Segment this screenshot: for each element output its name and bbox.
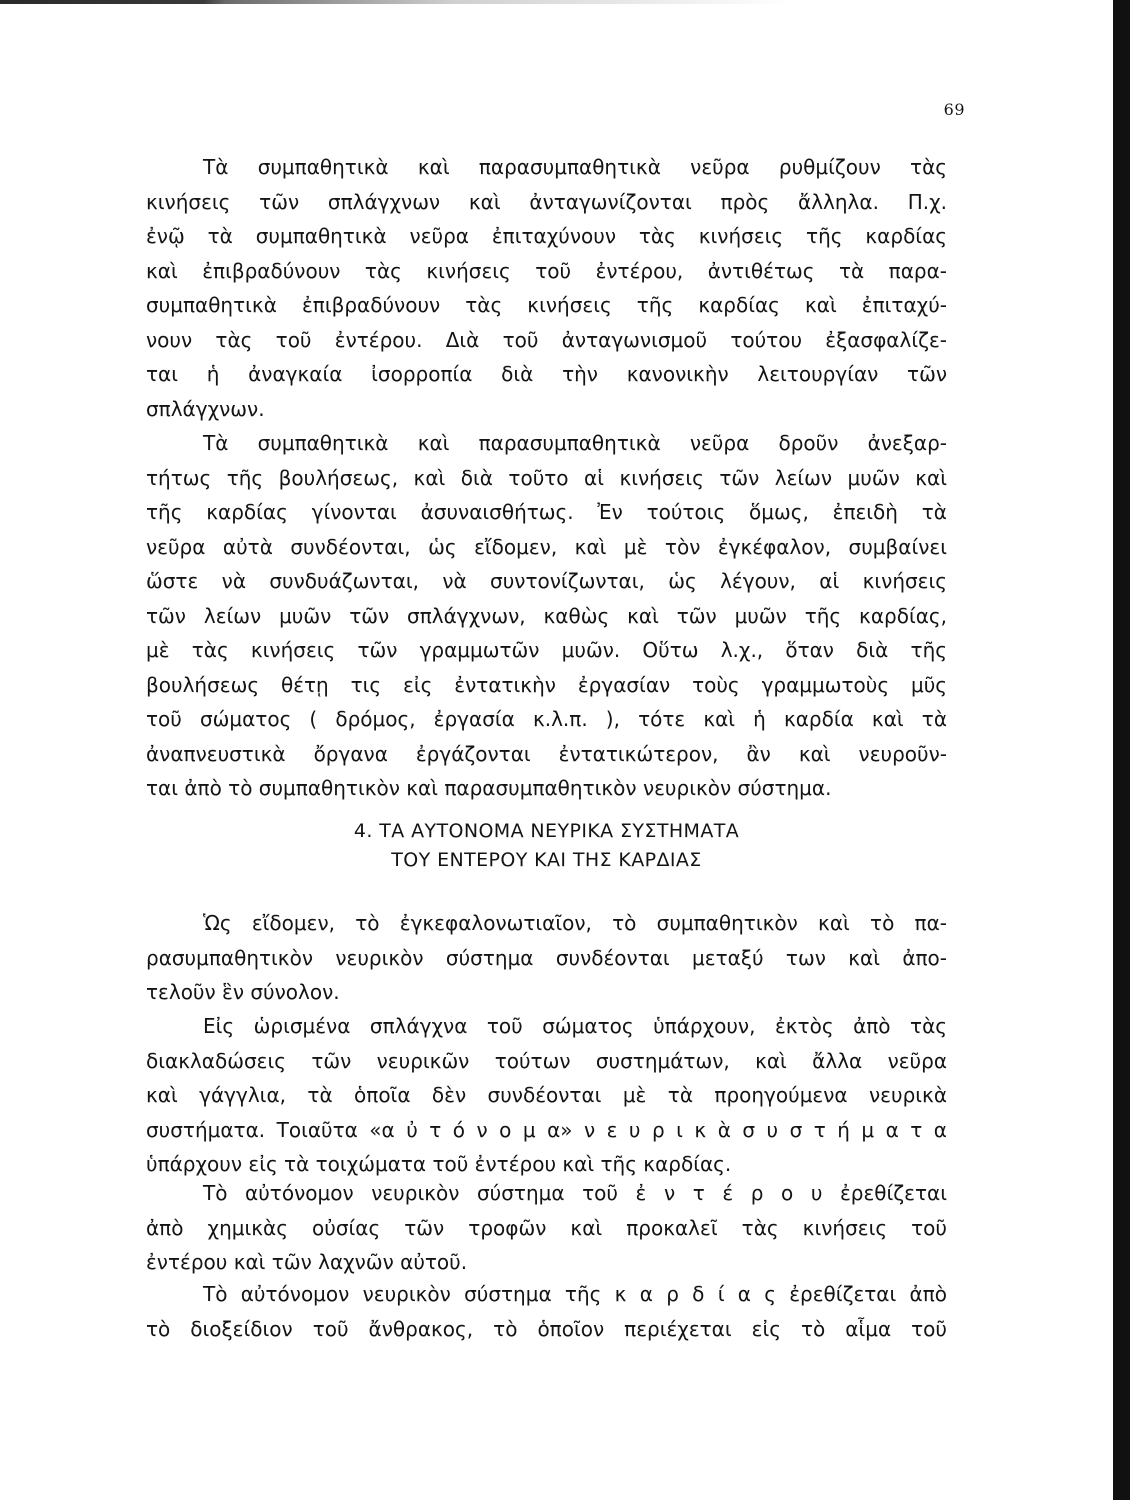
text-line: ται ἡ ἀναγκαία ἰσορροπία διὰ τὴν κανονικὴν λειτουργίαν τῶν xyxy=(146,362,947,386)
text-line: Τὸ αὐτόνομον νευρικὸν σύστημα τοῦ ἐ ν τ έ ρ ο υ ἐρεθίζεται xyxy=(203,1181,947,1205)
text-line: τῆς καρδίας γίνονται ἀσυναισθήτως. Ἐν τούτοις ὅμως, ἐπειδὴ τὰ xyxy=(146,500,947,524)
text-line: τήτως τῆς βουλήσεως, καὶ διὰ τοῦτο αἱ κινήσεις τῶν λείων μυῶν καὶ xyxy=(146,465,947,490)
text-line: διακλαδώσεις τῶν νευρικῶν τούτων συστημάτων, καὶ ἄλλα νεῦρα xyxy=(146,1048,947,1073)
text-line: τῶν λείων μυῶν τῶν σπλάγχνων, καθὼς καὶ τῶν μυῶν τῆς καρδίας, xyxy=(146,603,947,628)
paragraph-2 xyxy=(146,426,947,806)
scan-right-edge xyxy=(1113,0,1130,1500)
text-line: συστήματα. Τοιαῦτα «α ὐ τ ό ν ο μ α» ν ε υ ρ ι κ ὰ σ υ σ τ ή μ α τ α xyxy=(146,1117,947,1142)
text-line: νουν τὰς τοῦ ἐντέρου. Διὰ τοῦ ἀνταγωνισμοῦ τούτου ἐξασφαλίζε- xyxy=(146,327,947,352)
text-line: ὑπάρχουν εἰς τὰ τοιχώματα τοῦ ἐντέρου καὶ τῆς καρδίας. xyxy=(146,1152,732,1176)
text-line: ὥστε νὰ συνδυάζωνται, νὰ συντονίζωνται, ὡς λέγουν, αἱ κινήσεις xyxy=(146,569,947,593)
section-heading xyxy=(146,817,947,875)
text-line: νεῦρα αὐτὰ συνδέονται, ὡς εἴδομεν, καὶ μὲ τὸν ἐγκέφαλον, συμβαίνει xyxy=(146,534,947,559)
text-line: καὶ ἐπιβραδύνουν τὰς κινήσεις τοῦ ἐντέρου, ἀντιθέτως τὰ παρα- xyxy=(146,258,947,283)
text-line: τὸ διοξείδιον τοῦ ἄνθρακος, τὸ ὁποῖον περιέχεται εἰς τὸ αἷμα τοῦ xyxy=(146,1316,947,1341)
text-line: ἀπὸ χημικὰς οὐσίας τῶν τροφῶν καὶ προκαλεῖ τὰς κινήσεις τοῦ xyxy=(146,1215,947,1240)
text-line: ἐντέρου καὶ τῶν λαχνῶν αὐτοῦ. xyxy=(146,1250,468,1274)
text-line: καὶ γάγγλια, τὰ ὁποῖα δὲν συνδέονται μὲ τὰ προηγούμενα νευρικὰ xyxy=(146,1083,947,1107)
paragraph-6 xyxy=(146,1277,947,1346)
text-line: τελοῦν ἓν σύνολον. xyxy=(146,980,340,1004)
text-line: Τὰ συμπαθητικὰ καὶ παρασυμπαθητικὰ νεῦρα δροῦν ἀνεξαρ- xyxy=(203,431,947,455)
paragraph-4 xyxy=(146,1009,947,1182)
text-line: βουλήσεως θέτῃ τις εἰς ἐντατικὴν ἐργασίαν τοὺς γραμμωτοὺς μῦς xyxy=(146,672,947,697)
text-line: ρασυμπαθητικὸν νευρικὸν σύστημα συνδέονται μεταξύ των καὶ ἀπο- xyxy=(146,945,947,970)
text-line: τοῦ σώματος ( δρόμος, ἐργασία κ.λ.π. ), τότε καὶ ἡ καρδία καὶ τὰ xyxy=(146,707,947,731)
text-line: σπλάγχνων. xyxy=(146,396,265,421)
text-line: Τὰ συμπαθητικὰ καὶ παρασυμπαθητικὰ νεῦρα ρυθμίζουν τὰς xyxy=(203,155,947,179)
paragraph-1 xyxy=(146,150,947,426)
page-number: 69 xyxy=(943,100,965,119)
section-heading-line-1: 4. ΤΑ ΑΥΤΟΝΟΜΑ ΝΕΥΡΙΚΑ ΣΥΣΤΗΜΑΤΑ xyxy=(353,820,740,842)
paragraph-5 xyxy=(146,1176,947,1280)
text-line: ἀναπνευστικὰ ὄργανα ἐργάζονται ἐντατικώτερον, ἂν καὶ νευροῦν- xyxy=(146,741,947,766)
text-line: Εἰς ὡρισμένα σπλάγχνα τοῦ σώματος ὑπάρχουν, ἐκτὸς ἀπὸ τὰς xyxy=(203,1014,947,1038)
text-line: κινήσεις τῶν σπλάγχνων καὶ ἀνταγωνίζονται πρὸς ἄλληλα. Π.χ. xyxy=(146,189,947,214)
text-line: συμπαθητικὰ ἐπιβραδύνουν τὰς κινήσεις τῆς καρδίας καὶ ἐπιταχύ- xyxy=(146,293,947,317)
text-line: ται ἀπὸ τὸ συμπαθητικὸν καὶ παρασυμπαθητικὸν νευρικὸν σύστημα. xyxy=(146,776,832,800)
text-line: Ὡς εἴδομεν, τὸ ἐγκεφαλονωτιαῖον, τὸ συμπαθητικὸν καὶ τὸ πα- xyxy=(203,911,947,935)
scan-top-edge xyxy=(0,0,1130,4)
text-line: μὲ τὰς κινήσεις τῶν γραμμωτῶν μυῶν. Οὕτω λ.χ., ὅταν διὰ τῆς xyxy=(146,638,947,662)
section-heading-line-2: ΤΟΥ ΕΝΤΕΡΟΥ ΚΑΙ ΤΗΣ ΚΑΡΔΙΑΣ xyxy=(391,849,702,871)
text-line: ἐνῷ τὰ συμπαθητικὰ νεῦρα ἐπιταχύνουν τὰς κινήσεις τῆς καρδίας xyxy=(146,224,947,248)
text-line: Τὸ αὐτόνομον νευρικὸν σύστημα τῆς κ α ρ δ ί α ς ἐρεθίζεται ἀπὸ xyxy=(203,1282,947,1306)
paragraph-3 xyxy=(146,906,947,1010)
